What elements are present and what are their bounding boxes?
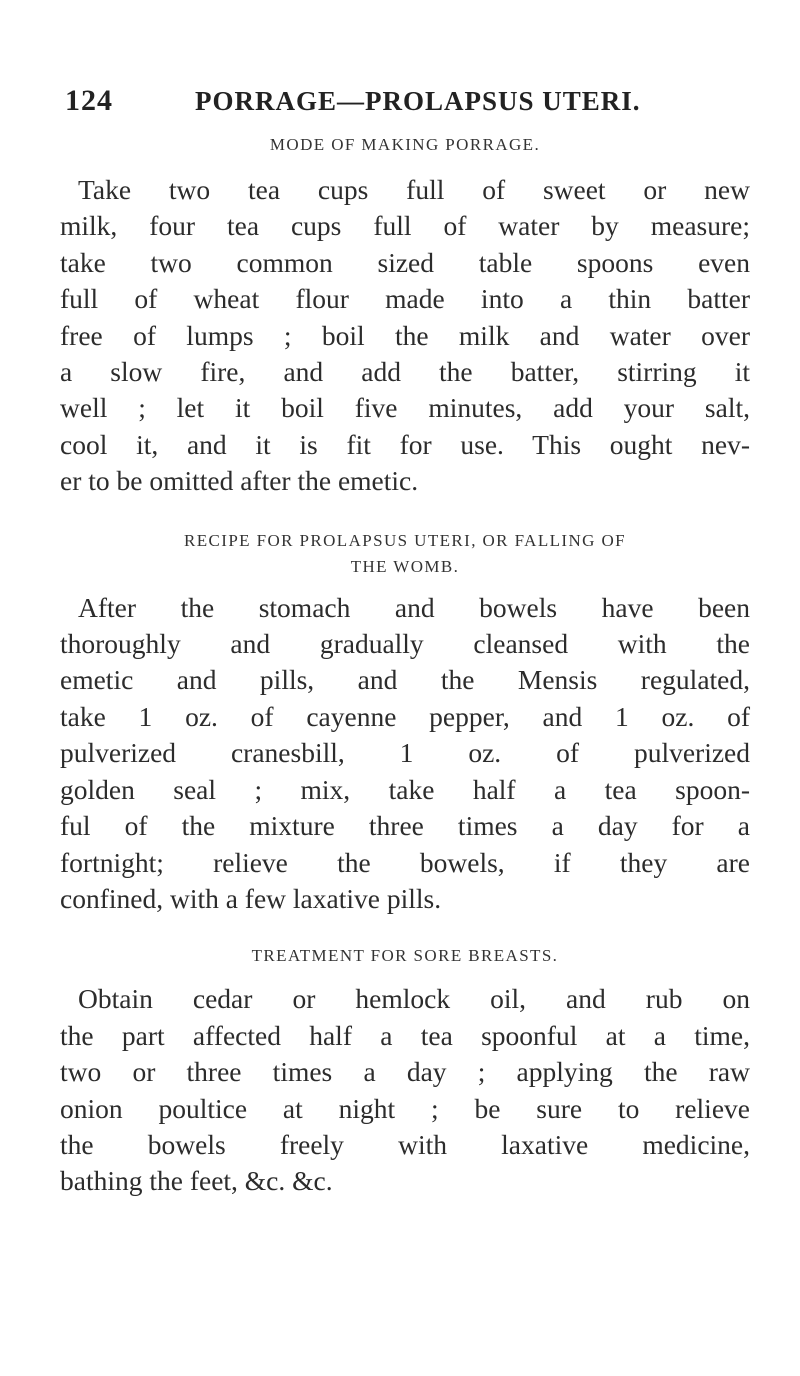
section-heading xyxy=(60,943,750,969)
running-title: PORRAGE—PROLAPSUS UTERI. xyxy=(195,86,641,116)
text-line: bathing the feet, &c. &c. xyxy=(60,1165,333,1197)
text-line: Take two tea cups full of sweet or new xyxy=(78,174,750,205)
text-line: a slow fire, and add the batter, stirring it xyxy=(60,356,750,388)
text-line: well ; let it boil five minutes, add your salt, xyxy=(60,392,750,424)
heading-line: RECIPE FOR PROLAPSUS UTERI, OR FALLING OF xyxy=(184,530,626,550)
section-heading xyxy=(60,528,750,580)
text-line: er to be omitted after the emetic. xyxy=(60,465,419,497)
text-line: free of lumps ; boil the milk and water over xyxy=(60,319,750,351)
text-line: fortnight; relieve the bowels, if they are xyxy=(60,846,750,878)
book-page xyxy=(60,84,750,1200)
text-line: golden seal ; mix, take half a tea spoon- xyxy=(60,773,750,805)
heading-line: MODE OF MAKING PORRAGE. xyxy=(269,135,541,154)
page-number: 124 xyxy=(65,84,113,117)
text-line: take 1 oz. of cayenne pepper, and 1 oz. of xyxy=(60,700,750,732)
section-porrage xyxy=(60,132,750,500)
section-body xyxy=(60,590,750,918)
text-line: pulverized cranesbill, 1 oz. of pulverized xyxy=(60,737,750,769)
section-body xyxy=(60,981,750,1199)
text-line: the bowels freely with laxative medicine, xyxy=(60,1128,750,1160)
section-body xyxy=(60,172,750,500)
text-line: confined, with a few laxative pills. xyxy=(60,882,442,914)
text-line: two or three times a day ; applying the raw xyxy=(60,1056,750,1088)
heading-line: THE WOMB. xyxy=(350,556,460,576)
text-line: Obtain cedar or hemlock oil, and rub on xyxy=(78,983,750,1015)
heading-line: TREATMENT FOR SORE BREASTS. xyxy=(251,946,559,966)
section-prolapsus xyxy=(60,528,750,918)
text-line: full of wheat flour made into a thin batter xyxy=(60,283,750,315)
text-line: thoroughly and gradually cleansed with the xyxy=(60,628,750,660)
running-head xyxy=(60,84,750,124)
text-line: take two common sized table spoons even xyxy=(60,246,750,278)
text-line: After the stomach and bowels have been xyxy=(78,591,750,623)
text-line: milk, four tea cups full of water by measure; xyxy=(60,210,750,242)
section-heading xyxy=(60,132,750,158)
text-line: the part affected half a tea spoonful at a time, xyxy=(60,1019,750,1051)
section-sore-breasts xyxy=(60,943,750,1199)
text-line: onion poultice at night ; be sure to relieve xyxy=(60,1092,750,1124)
text-line: emetic and pills, and the Mensis regulated, xyxy=(60,664,750,696)
text-line: ful of the mixture three times a day for a xyxy=(60,810,750,842)
text-line: cool it, and it is fit for use. This ought nev- xyxy=(60,428,750,460)
